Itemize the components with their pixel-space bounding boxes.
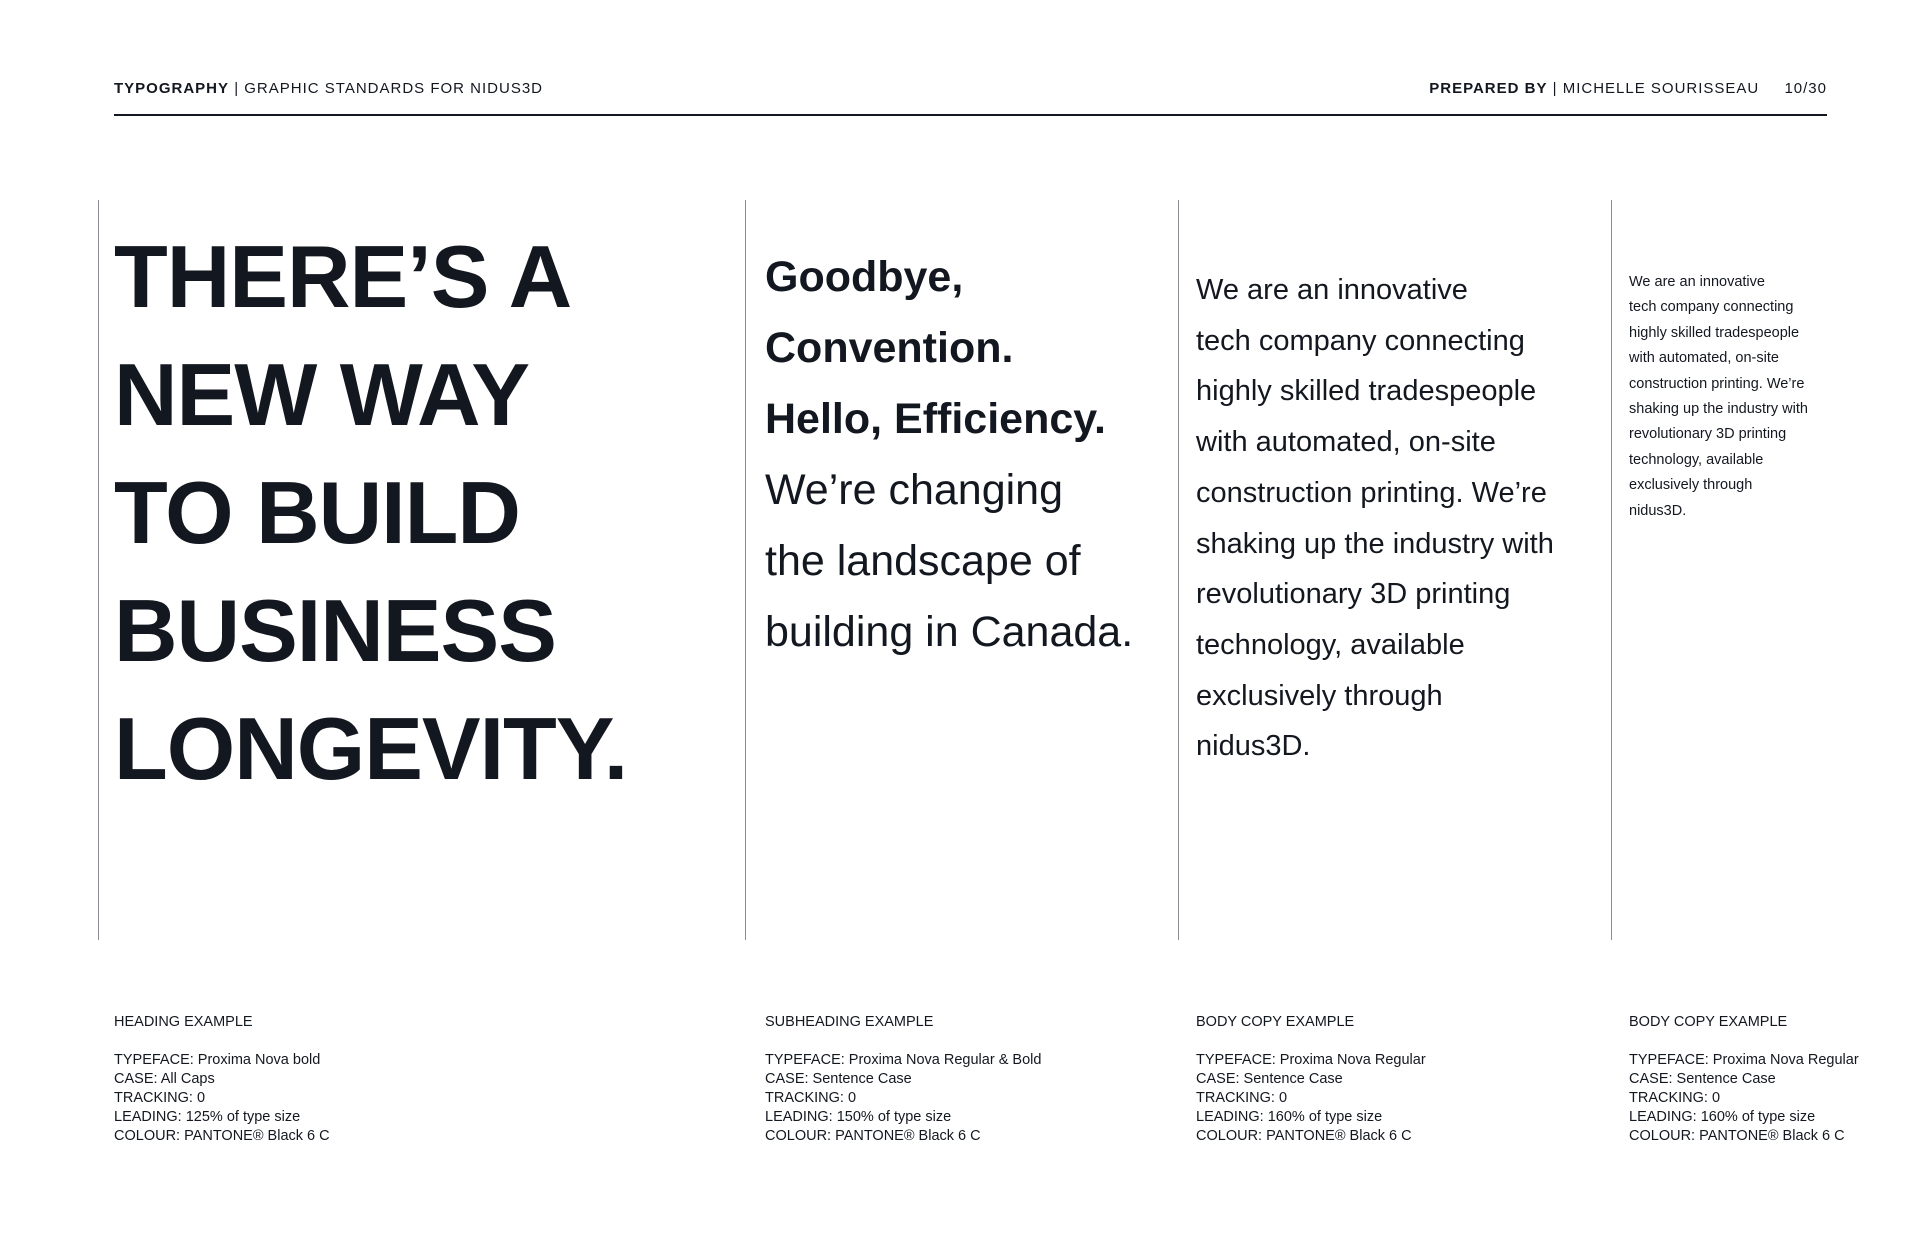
body-line: highly skilled tradespeople [1196, 375, 1537, 408]
spec-row: LEADING: 150% of type size [765, 1109, 952, 1125]
body-line: exclusively through [1196, 679, 1443, 712]
header-section [114, 80, 543, 97]
body-line: tech company connecting [1196, 324, 1525, 357]
header-author-name: | MICHELLE SOURISSEAU [1552, 80, 1760, 97]
column-divider [1611, 200, 1612, 940]
spec-row: TRACKING: 0 [1196, 1090, 1288, 1106]
subheading-regular-line: building in Canada. [765, 608, 1134, 656]
body-line: shaking up the industry with [1629, 401, 1808, 418]
heading-example [114, 218, 734, 808]
body-line: revolutionary 3D printing [1629, 426, 1787, 443]
spec-row: CASE: All Caps [114, 1071, 215, 1087]
body-copy-large [1196, 265, 1606, 772]
subheading-bold-line: Convention. [765, 324, 1014, 372]
body-line: construction printing. We’re [1629, 375, 1805, 392]
spec-title: HEADING EXAMPLE [114, 1014, 253, 1030]
column-divider [98, 200, 99, 940]
spec-row: COLOUR: PANTONE® Black 6 C [1196, 1128, 1412, 1144]
page-header [114, 78, 1827, 116]
spec-row: TRACKING: 0 [765, 1090, 857, 1106]
heading-line: TO BUILD [114, 463, 520, 562]
spec-body-large [1196, 1013, 1426, 1146]
spec-row: TRACKING: 0 [1629, 1090, 1721, 1106]
heading-line: BUSINESS [114, 581, 556, 680]
subheading-regular-line: We’re changing [765, 466, 1063, 514]
spec-row: TYPEFACE: Proxima Nova bold [114, 1052, 321, 1068]
body-line: construction printing. We’re [1196, 476, 1547, 509]
heading-line: NEW WAY [114, 345, 530, 444]
spec-subheading [765, 1013, 1041, 1146]
spec-row: COLOUR: PANTONE® Black 6 C [765, 1128, 981, 1144]
body-line: highly skilled tradespeople [1629, 324, 1800, 341]
body-line: nidus3D. [1196, 730, 1311, 763]
spec-title: BODY COPY EXAMPLE [1196, 1014, 1355, 1030]
spec-heading [114, 1013, 330, 1146]
body-line: We are an innovative [1196, 274, 1468, 306]
spec-row: LEADING: 160% of type size [1629, 1109, 1816, 1125]
subheading-regular-line: the landscape of [765, 537, 1081, 585]
body-line: technology, available [1196, 628, 1465, 661]
header-section-title: | GRAPHIC STANDARDS FOR NIDUS3D [234, 80, 544, 97]
header-section-label: TYPOGRAPHY [114, 80, 230, 97]
body-line: with automated, on-site [1196, 426, 1496, 459]
body-line: We are an innovative [1629, 274, 1765, 290]
spec-row: LEADING: 160% of type size [1196, 1109, 1383, 1125]
body-line: revolutionary 3D printing [1196, 578, 1511, 611]
subheading-example [765, 242, 1185, 668]
body-line: exclusively through [1629, 477, 1753, 494]
body-line: tech company connecting [1629, 299, 1794, 316]
spec-row: TRACKING: 0 [114, 1090, 206, 1106]
spec-row: LEADING: 125% of type size [114, 1109, 301, 1125]
spec-title: BODY COPY EXAMPLE [1629, 1014, 1788, 1030]
spec-row: TYPEFACE: Proxima Nova Regular [1629, 1052, 1859, 1068]
spec-row: TYPEFACE: Proxima Nova Regular & Bold [765, 1052, 1042, 1068]
body-copy-small [1629, 270, 1849, 524]
header-author [1429, 80, 1827, 97]
spec-title: SUBHEADING EXAMPLE [765, 1014, 934, 1030]
body-line: shaking up the industry with [1196, 527, 1554, 560]
spec-row: CASE: Sentence Case [1196, 1071, 1343, 1087]
subheading-bold-line: Hello, Efficiency. [765, 395, 1106, 443]
body-line: with automated, on-site [1629, 350, 1779, 367]
spec-row: TYPEFACE: Proxima Nova Regular [1196, 1052, 1426, 1068]
spec-row: CASE: Sentence Case [765, 1071, 912, 1087]
body-line: nidus3D. [1629, 502, 1687, 519]
subheading-bold-line: Goodbye, [765, 253, 964, 301]
page-number: 10/30 [1784, 80, 1827, 97]
spec-row: COLOUR: PANTONE® Black 6 C [1629, 1128, 1845, 1144]
heading-line: THERE’S A [114, 227, 572, 326]
spec-body-small [1629, 1013, 1859, 1146]
spec-row: COLOUR: PANTONE® Black 6 C [114, 1128, 330, 1144]
column-divider [745, 200, 746, 940]
spec-row: CASE: Sentence Case [1629, 1071, 1776, 1087]
body-line: technology, available [1629, 451, 1764, 468]
header-prepared-label: PREPARED BY [1429, 80, 1548, 97]
heading-line: LONGEVITY. [114, 699, 628, 798]
